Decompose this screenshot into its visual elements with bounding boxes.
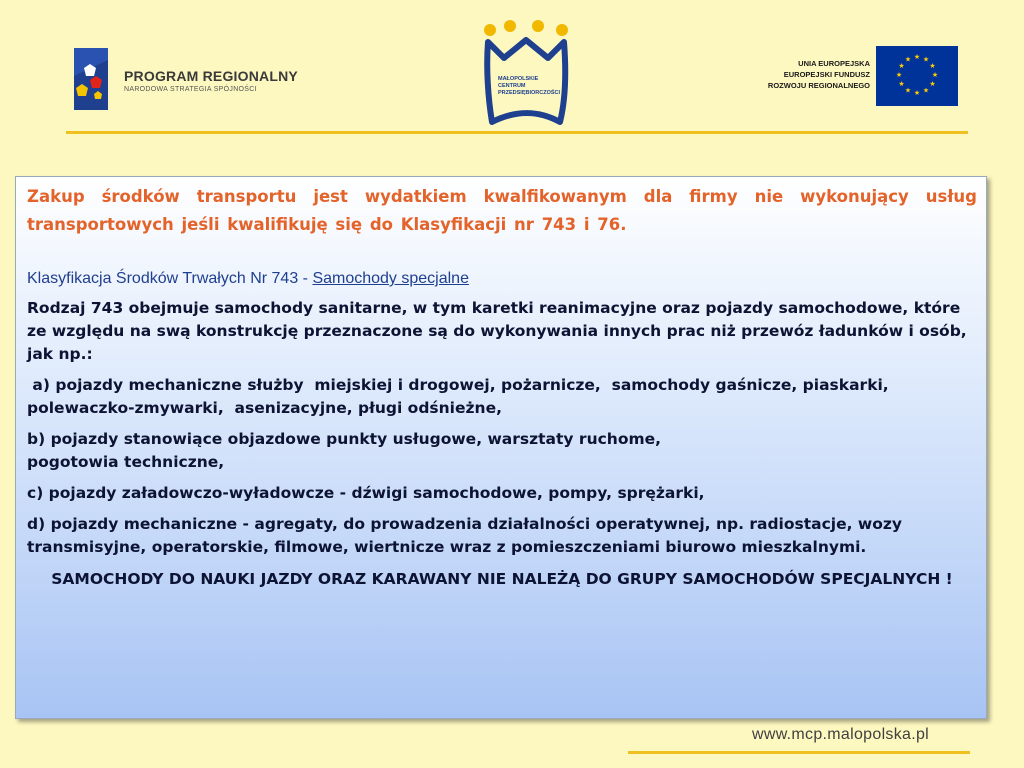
footer-url[interactable]: www.mcp.malopolska.pl bbox=[752, 726, 930, 743]
list-item-a: a) pojazdy mechaniczne służby miejskiej i drogowej, pożarnicze, samochody gaśnicze, piaskarki, polewaczko-zmywarki, asenizacyjne, pługi odśnieżne, bbox=[27, 376, 900, 417]
program-regionalny-logo bbox=[70, 46, 330, 116]
mcp-logo bbox=[476, 18, 576, 130]
mcp-name-line3: PRZEDSIĘBIORCZOŚCI bbox=[498, 90, 561, 96]
list-item-b-line2: pogotowia techniczne, bbox=[27, 453, 225, 471]
eu-flag-icon bbox=[876, 46, 958, 106]
svg-text:★: ★ bbox=[929, 80, 936, 88]
classification-heading-prefix: Klasyfikacja Środków Trwałych Nr 743 - bbox=[27, 270, 313, 287]
mcp-name-line1: MAŁOPOLSKIE bbox=[498, 76, 539, 82]
program-regionalny-logo-icon bbox=[70, 46, 118, 116]
warning-note: SAMOCHODY DO NAUKI JAZDY ORAZ KARAWANY NIE NALEŻĄ DO GRUPY SAMOCHODÓW SPECJALNYCH ! bbox=[51, 570, 953, 588]
svg-text:★: ★ bbox=[898, 62, 905, 70]
mcp-name bbox=[498, 76, 561, 97]
rodzaj-743-description: Rodzaj 743 obejmuje samochody sanitarne, w tym karetki reanimacyjne oraz pojazdy samochodowe, które ze względu na swą konstrukcję przeznaczone są do wykonywania innych prac niż przewóz ładunków i osób, jak np.: bbox=[27, 299, 967, 363]
svg-text:★: ★ bbox=[931, 71, 939, 79]
svg-text:★: ★ bbox=[904, 55, 912, 64]
program-subtitle: NARODOWA STRATEGIA SPÓJNOŚCI bbox=[124, 86, 257, 93]
eu-label bbox=[768, 58, 870, 91]
svg-text:★: ★ bbox=[929, 62, 936, 70]
list-item-b bbox=[27, 428, 977, 474]
mcp-crown-logo-icon bbox=[476, 18, 576, 130]
slide-header bbox=[0, 0, 1024, 140]
eu-logo bbox=[740, 44, 962, 108]
eu-label-line3: ROZWOJU REGIONALNEGO bbox=[767, 81, 870, 90]
content-text bbox=[27, 183, 977, 591]
list-item-c: c) pojazdy załadowczo-wyładowcze - dźwigi samochodowe, pompy, sprężarki, bbox=[27, 484, 705, 502]
svg-text:★: ★ bbox=[895, 71, 903, 79]
footer-divider bbox=[628, 751, 970, 754]
svg-text:★: ★ bbox=[898, 80, 905, 88]
list-item-d: d) pojazdy mechaniczne - agregaty, do prowadzenia działalności operatywnej, np. radiostacje, wozy transmisyjne, operatorskie, filmowe, wiertnicze wraz z pomieszczeniami biurowo mieszkalnymi. bbox=[27, 515, 903, 556]
svg-text:★: ★ bbox=[904, 86, 912, 95]
samochody-specjalne-link[interactable]: Samochody specjalne bbox=[312, 270, 469, 287]
svg-text:★: ★ bbox=[913, 89, 921, 97]
mcp-name-line2: CENTRUM bbox=[498, 83, 526, 89]
eu-label-line2: EUROPEJSKI FUNDUSZ bbox=[783, 70, 870, 79]
svg-text:★: ★ bbox=[913, 53, 921, 61]
list-item-b-line1: b) pojazdy stanowiące objazdowe punkty usługowe, warsztaty ruchome, bbox=[27, 430, 662, 448]
content-panel bbox=[15, 176, 987, 719]
classification-heading bbox=[27, 269, 977, 289]
header-divider bbox=[66, 131, 968, 134]
svg-text:★: ★ bbox=[922, 86, 930, 95]
intro-statement: Zakup środków transportu jest wydatkiem kwalfikowanym dla firmy nie wykonujący usług transportowych jeśli kwalifikuję się do Klasyfikacji nr 743 i 76. bbox=[27, 187, 977, 234]
program-title: PROGRAM REGIONALNY bbox=[124, 68, 298, 84]
eu-label-line1: UNIA EUROPEJSKA bbox=[798, 59, 870, 68]
svg-text:★: ★ bbox=[922, 55, 930, 64]
